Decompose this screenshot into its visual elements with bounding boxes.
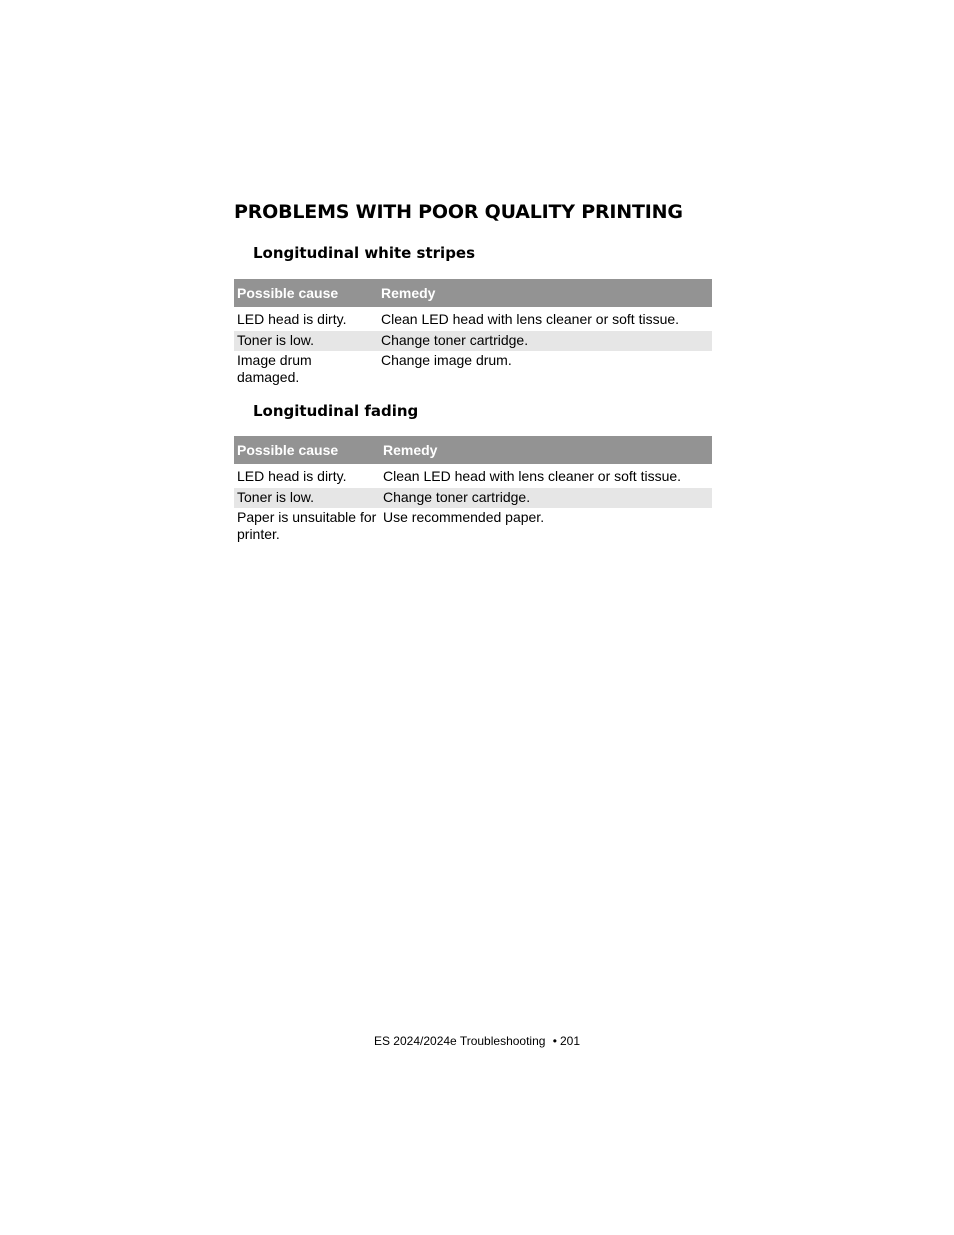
table-header-row (234, 279, 712, 307)
footer-text: ES 2024/2024e Troubleshooting (373, 1034, 546, 1048)
section-title-fading: Longitudinal fading (253, 402, 419, 420)
remedy-cell: Change toner cartridge. (378, 331, 712, 351)
white-stripes-table (234, 279, 712, 388)
header-possible-cause: Possible cause (234, 436, 380, 464)
table-row (234, 464, 712, 488)
table-row (234, 351, 712, 388)
cause-cell: Toner is low. (234, 488, 380, 508)
cause-cell: LED head is dirty. (237, 311, 347, 327)
table-header-row (234, 436, 712, 464)
remedy-cell: Use recommended paper. (383, 509, 545, 525)
cause-cell: LED head is dirty. (237, 468, 347, 484)
header-remedy: Remedy (378, 279, 712, 307)
cause-cell: Paper is unsuitable for printer. (237, 509, 377, 542)
table-row (234, 331, 712, 351)
page-footer (0, 1034, 954, 1048)
footer-page-number: 201 (559, 1034, 581, 1048)
page-title: PROBLEMS WITH POOR QUALITY PRINTING (234, 201, 683, 223)
remedy-cell: Change image drum. (381, 352, 512, 368)
remedy-cell: Clean LED head with lens cleaner or soft tissue. (381, 311, 680, 327)
cause-cell: Toner is low. (234, 331, 378, 351)
cause-cell: Image drum damaged. (237, 352, 312, 385)
table-row (234, 307, 712, 331)
header-remedy: Remedy (380, 436, 712, 464)
header-possible-cause: Possible cause (234, 279, 378, 307)
remedy-cell: Change toner cartridge. (380, 488, 712, 508)
footer-separator: • (552, 1034, 557, 1048)
remedy-cell: Clean LED head with lens cleaner or soft tissue. (383, 468, 682, 484)
fading-table (234, 436, 712, 545)
section-title-white-stripes: Longitudinal white stripes (253, 244, 476, 262)
table-row (234, 488, 712, 508)
table-row (234, 508, 712, 545)
